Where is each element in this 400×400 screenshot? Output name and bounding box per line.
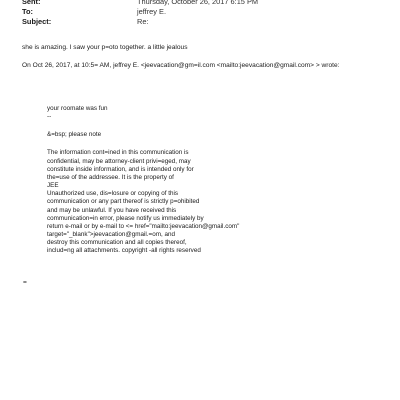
- sent-row: [22, 0, 382, 7]
- email-header: [22, 0, 382, 26]
- quoted-line: the=use of the addressee. It is the property of: [47, 173, 174, 181]
- to-value: jeffrey E.: [137, 6, 167, 16]
- quoted-line: includ=ng all attachments. copyright -all rights reserved: [47, 247, 201, 255]
- quoted-line: --: [47, 113, 52, 121]
- quoted-line: destroy this communication and all copies thereof,: [47, 239, 187, 247]
- quoted-line: communication=in error, please notify us immediately by: [47, 214, 204, 222]
- to-row: [22, 7, 382, 17]
- subject-row: [22, 17, 382, 27]
- quoted-line: communication or any part thereof is strictly p=ohibited: [47, 198, 200, 206]
- subject-value: Re:: [137, 16, 149, 26]
- quoted-line: and may be unlawful. If you have received this: [47, 206, 177, 214]
- reply-text: she is amazing. I saw your p=oto together. a little jealous: [22, 44, 188, 51]
- quoted-line: confidential, may be attorney-client privi=eged, may: [47, 157, 191, 165]
- quote-intro: On Oct 26, 2017, at 10:5= AM, jeffrey E. <jeevacation@gm=il.com <mailto:jeevacation@gmail.com> > wrote:: [22, 62, 340, 69]
- quoted-line: JEE: [47, 182, 59, 190]
- quoted-line: &=bsp; please note: [47, 131, 102, 139]
- quoted-line: your roomate was fun: [47, 105, 108, 112]
- quoted-line: Unauthorized use, dis=losure or copying of this: [47, 190, 179, 198]
- to-label: To:: [22, 6, 33, 16]
- trailing-mark: =: [23, 279, 27, 286]
- quoted-message: [47, 105, 239, 256]
- quoted-line: return e-mail or by e-mail to <= href="mailto:jeevacation@gmail.com": [47, 222, 240, 230]
- sent-label: Sent:: [22, 0, 41, 6]
- quoted-line: The information cont=ined in this communication is: [47, 149, 189, 157]
- sent-value: Thursday, October 26, 2017 6:15 PM: [137, 0, 259, 6]
- subject-label: Subject:: [22, 16, 52, 26]
- quoted-line: constitute inside information, and is intended only for: [47, 165, 194, 173]
- quoted-line: target="_blank">jeevacation@gmail.=om, and: [47, 231, 175, 239]
